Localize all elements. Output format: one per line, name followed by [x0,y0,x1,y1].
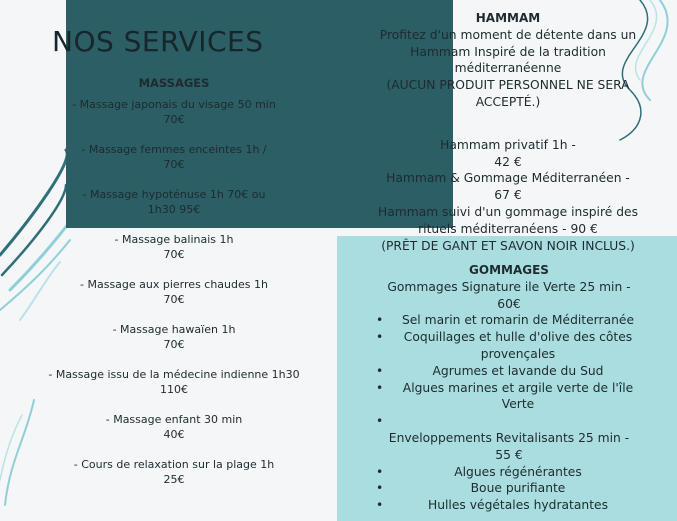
hammam-intro-line: Profitez d'un moment de détente dans un [379,27,637,42]
left-wave-light-4 [5,400,34,505]
hammam-heading: HAMMAM [475,11,541,25]
massage-name: - Massage enfant 30 min [105,413,243,426]
massages-section [40,76,308,502]
hammam-intro-line: Hammam Inspiré de la tradition [410,44,606,59]
massage-name: - Massage issu de la médecine indienne 1h30 [48,368,300,381]
massage-price: 25€ [163,473,185,486]
massage-item [40,412,308,442]
list-item-empty [370,413,648,430]
bullet: • [376,498,384,513]
massage-price: 110€ [160,383,188,396]
massage-item [40,142,308,172]
massage-item [40,367,308,397]
list-item [370,329,648,363]
gommages-heading: GOMMAGES [469,263,549,277]
hammam-followed-note: (PRÊT DE GANT ET SAVON NOIR INCLUS.) [381,238,635,253]
massage-price: 70€ [163,158,185,171]
list-item [370,363,648,380]
hammam-private-offer: Hammam privatif 1h - [440,137,576,152]
hammam-notice-line: ACCEPTÉ.) [475,94,541,109]
massage-name: - Cours de relaxation sur la plage 1h [73,458,275,471]
massage-price: 1h30 95€ [147,203,201,216]
bullet: • [376,481,384,496]
list-item-text: Sel marin et romarin de Méditerranée [401,313,635,328]
hammam-followed-offer: Hammam suivi d'un gommage inspiré des [377,204,639,219]
massage-price: 70€ [163,338,185,351]
signature-offer: Gommages Signature ile Verte 25 min - [387,279,631,294]
bullet: • [376,313,384,328]
wrap-list [370,464,648,514]
list-item-text: Algues régénérantes [454,464,582,479]
list-item [370,497,648,514]
bullet: • [376,330,384,345]
bullet: • [376,414,384,429]
gommages-section [370,262,648,514]
signature-list [370,312,648,430]
wrap-offer: Enveloppements Revitalisants 25 min - [388,430,630,445]
massage-name: - Massage hypoténuse 1h 70€ ou [82,188,266,201]
list-item [370,464,648,481]
massage-item [40,232,308,262]
massage-item [40,277,308,307]
massage-item [40,187,308,217]
massage-price: 70€ [163,113,185,126]
list-item-text: Algues marines et argile verte de l'île Verte [402,380,634,412]
massage-price: 70€ [163,248,185,261]
massage-name: - Massage balinais 1h [114,233,234,246]
hammam-combo-price: 67 € [494,188,522,203]
signature-price: 60€ [497,296,521,311]
massage-item [40,457,308,487]
massage-item [40,322,308,352]
hammam-section [368,10,648,254]
hammam-notice-line: (AUCUN PRODUIT PERSONNEL NE SERA [386,78,630,93]
massage-name: - Massage femmes enceintes 1h / [81,143,267,156]
page-title: NOS SERVICES [52,25,264,58]
list-item [370,312,648,329]
bullet: • [376,380,384,395]
hammam-intro-line: méditerranéenne [454,61,562,76]
list-item-text: Boue purifiante [470,481,566,496]
list-item [370,480,648,497]
list-item-text: Agrumes et lavande du Sud [432,363,604,378]
hammam-followed-offer: rituels méditerranéens - 90 € [418,221,598,236]
bullet: • [376,363,384,378]
massage-name: - Massage hawaïen 1h [112,323,236,336]
massage-name: - Massage japonais du visage 50 min [72,98,276,111]
wrap-price: 55 € [495,447,523,462]
massage-name: - Massage aux pierres chaudes 1h [80,278,268,291]
massage-item [40,97,308,127]
list-item [370,380,648,414]
bullet: • [376,464,384,479]
massages-heading: MASSAGES [138,76,210,90]
massage-price: 40€ [163,428,185,441]
list-item-text: Coquillages et hulle d'olive des côtes provençales [403,330,633,361]
hammam-private-price: 42 € [494,154,522,169]
hammam-combo-offer: Hammam & Gommage Méditerranéen - [386,171,630,186]
list-item-text: Hulles végétales hydratantes [427,498,609,513]
massage-price: 70€ [163,293,185,306]
